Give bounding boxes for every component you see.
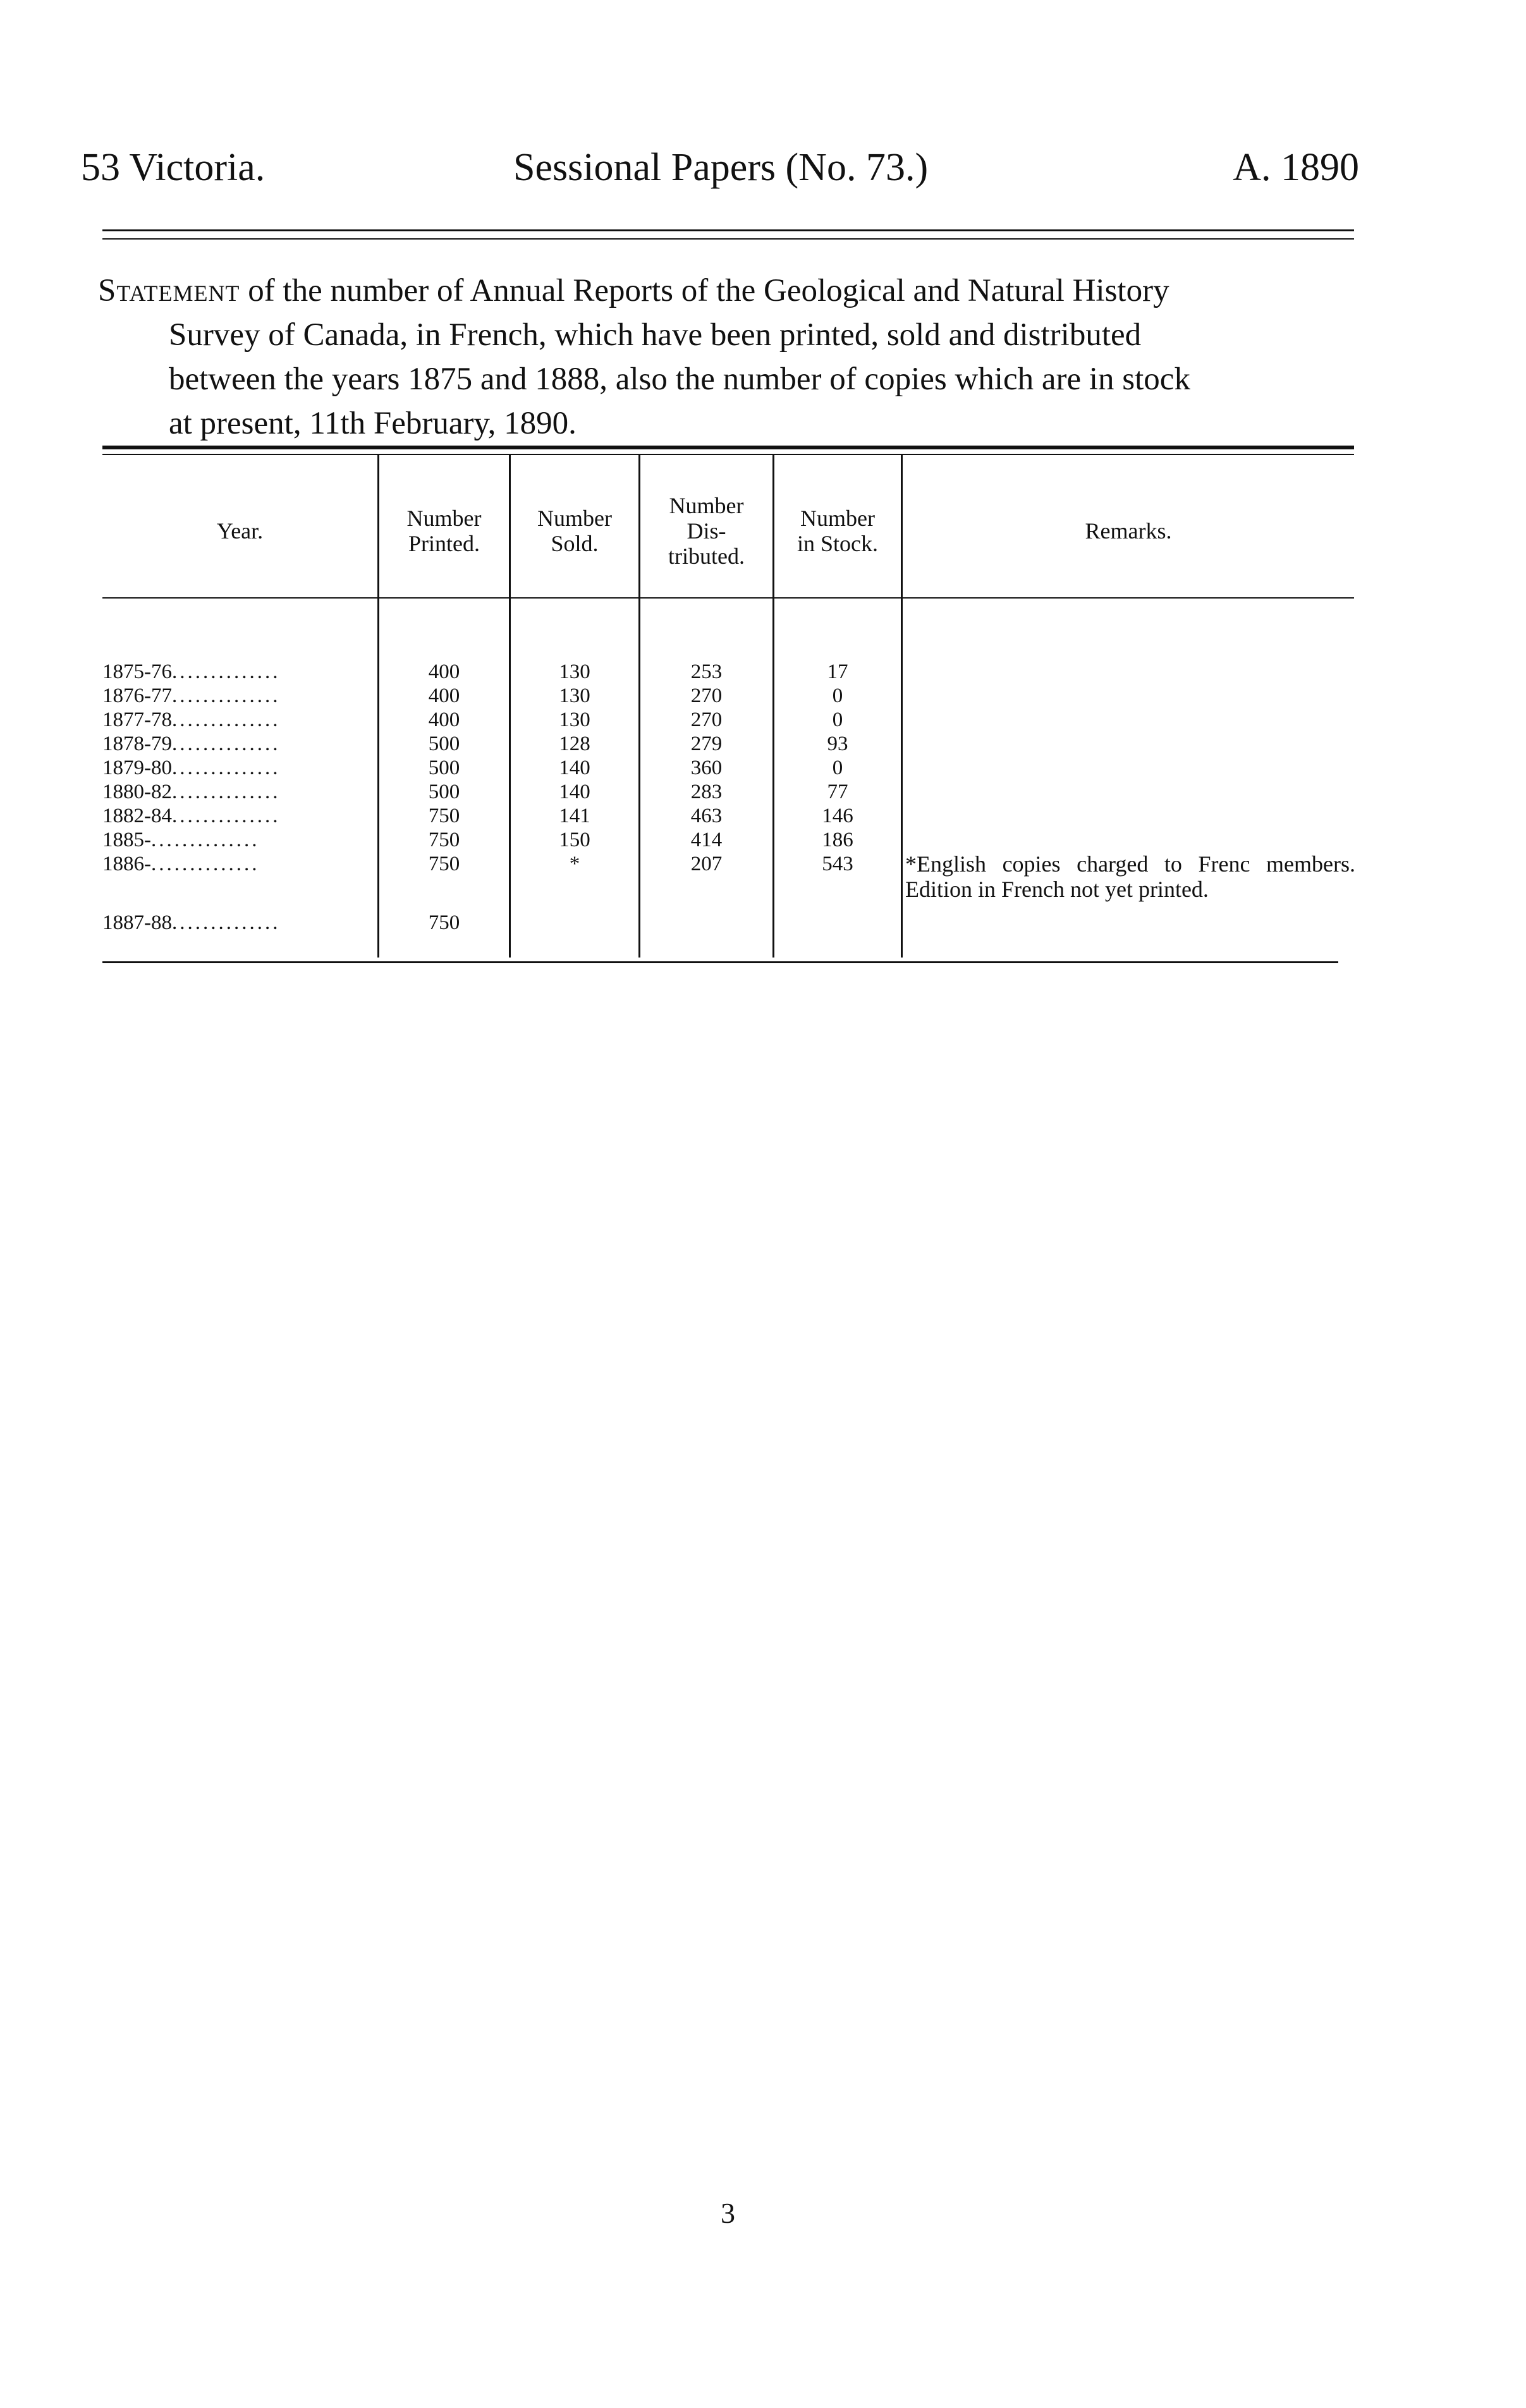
cell-stock: 0 [832,757,843,779]
cell-distributed: 463 [690,805,723,827]
cell-stock: 146 [822,805,853,827]
page-number: 3 [721,2197,735,2229]
header-title: Sessional Papers (No. 73.) [513,146,929,189]
column-header-remarks: Remarks. [1085,518,1172,544]
statement-line-3: between the years 1875 and 1888, also the number of copies which are in stock [169,362,1190,397]
cell-sold: 141 [559,805,590,827]
cell-sold: 128 [559,733,590,755]
cell-distributed: 207 [690,853,723,875]
header-rule-top [102,229,1354,231]
column-header-distributed: Number Dis- tributed. [668,493,745,569]
cell-stock: 186 [822,829,853,851]
cell-distributed: 279 [690,733,723,755]
table-row-year: 1880-82.............. [102,781,281,803]
table-row-year: 1885-.............. [102,829,260,851]
cell-sold: 140 [559,757,590,779]
table-bottom-rule [102,961,1338,963]
cell-distributed: 270 [690,684,723,707]
column-header-year: Year. [216,518,264,544]
cell-printed: 500 [428,733,460,755]
cell-distributed: 414 [690,829,723,851]
cell-stock: 543 [822,853,853,875]
table-row-year: 1887-88.............. [102,911,281,934]
cell-printed: 400 [428,684,460,707]
header-session: 53 Victoria. [81,146,266,189]
statement-lead: Statement [98,273,240,308]
column-header-printed: Number Printed. [406,506,482,556]
statement-line-4: at present, 11th February, 1890. [169,406,577,441]
cell-printed: 400 [428,660,460,683]
table-row-year: 1879-80.............. [102,757,281,779]
statement-paragraph [98,269,1353,446]
cell-stock: 93 [827,733,848,755]
cell-distributed: 253 [690,660,723,683]
page-header [81,145,1359,206]
cell-stock: 77 [827,781,848,803]
cell-printed: 500 [428,757,460,779]
table-top-rule-thin [102,454,1354,455]
table-row-year: 1886-.............. [102,853,260,875]
cell-distributed: 360 [690,757,723,779]
table-row-year: 1877-78.............. [102,708,281,731]
cell-sold: 130 [559,684,590,707]
cell-sold: 150 [559,829,590,851]
cell-printed: 500 [428,781,460,803]
cell-stock: 17 [827,660,848,683]
cell-printed: 750 [428,829,460,851]
table-top-rule [102,446,1354,449]
cell-sold: * [569,853,580,875]
cell-stock: 0 [832,708,843,731]
header-bottom-rule [102,597,1354,599]
cell-stock: 0 [832,684,843,707]
cell-printed: 750 [428,805,460,827]
table-row-year: 1875-76.............. [102,660,281,683]
statement-line-2: Survey of Canada, in French, which have been printed, sold and distributed [169,317,1142,353]
cell-distributed: 270 [690,708,723,731]
cell-sold: 140 [559,781,590,803]
column-header-sold: Number Sold. [537,506,612,556]
cell-sold: 130 [559,708,590,731]
cell-sold: 130 [559,660,590,683]
cell-distributed: 283 [690,781,723,803]
column-header-stock: Number in Stock. [797,506,878,556]
header-year: A. 1890 [1233,146,1359,189]
cell-printed: 400 [428,708,460,731]
table-row-year: 1882-84.............. [102,805,281,827]
table-row-year: 1876-77.............. [102,684,281,707]
statement-line-1: Statement of the number of Annual Reports of the Geological and Natural History [98,273,1169,308]
cell-printed: 750 [428,911,460,934]
table-row-year: 1878-79.............. [102,733,281,755]
cell-printed: 750 [428,853,460,875]
header-rule-bottom [102,238,1354,240]
remarks-note: *English copies charged to Frenc members. Edition in French not yet printed. [905,851,1355,902]
